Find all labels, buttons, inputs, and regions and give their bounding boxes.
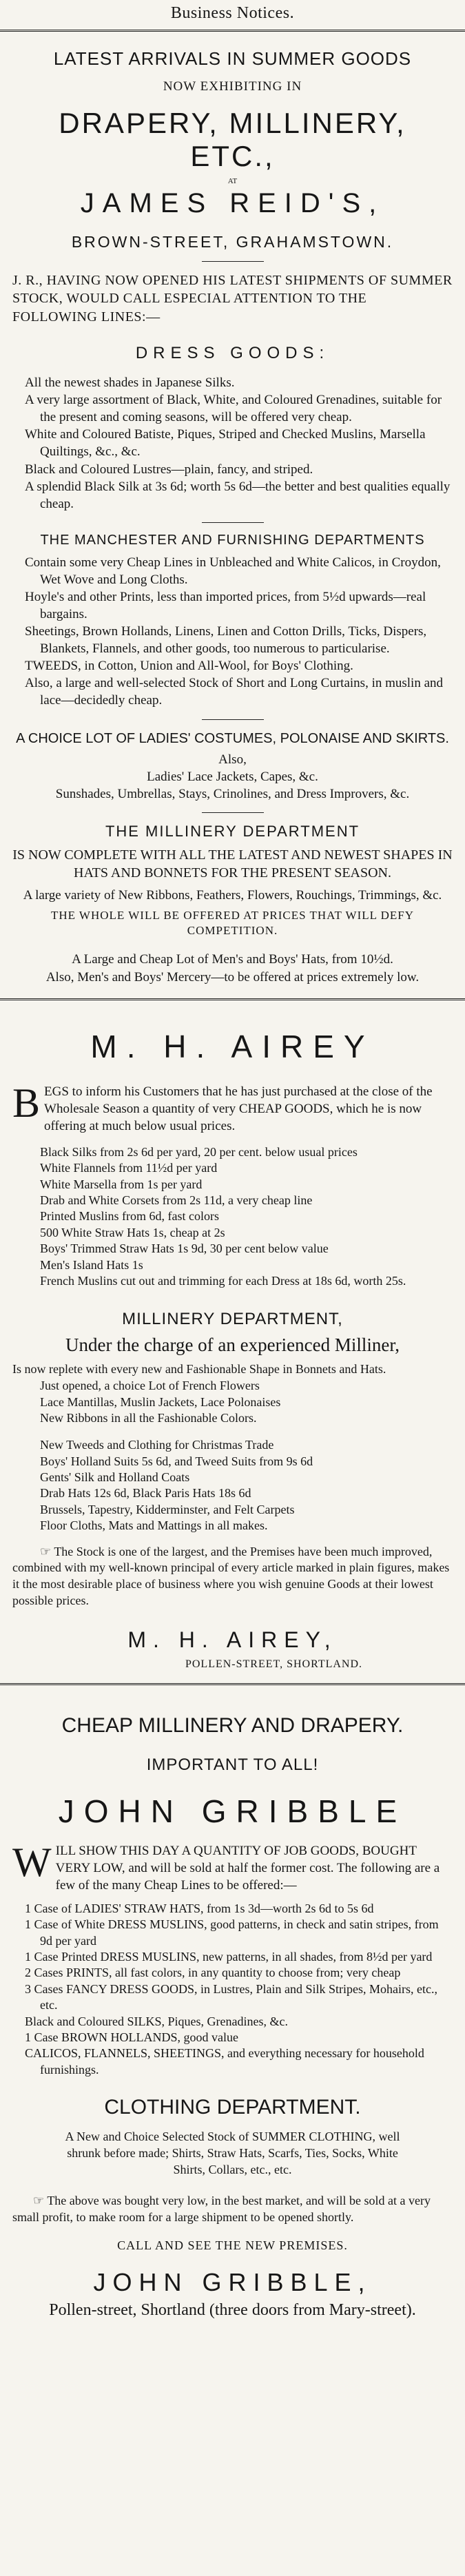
list-item: 1 Case BROWN HOLLANDS, good value xyxy=(25,2030,238,2044)
list-item: Boys' Holland Suits 5s 6d, and Tweed Suits from 9s 6d xyxy=(40,1454,313,1468)
list-item: Also, a large and well-selected Stock of Short and Long Curtains, in muslin and lace—decidedly cheap. xyxy=(25,676,444,708)
gribble-intro-block xyxy=(12,1839,453,1894)
list-item: French Muslins cut out and trimming for each Dress at 18s 6d, worth 25s. xyxy=(40,1273,406,1288)
reid-dress-list xyxy=(12,374,453,513)
list-item: Brussels, Tapestry, Kidderminster, and Felt Carpets xyxy=(40,1502,295,1516)
list-item: 1 Case of LADIES' STRAW HATS, from 1s 3d—worth 2s 6d to 5s 6d xyxy=(25,1901,374,1915)
reid-subline: NOW EXHIBITING IN xyxy=(163,79,302,94)
list-item: A very large assortment of Black, White, and Coloured Grenadines, suitable for the present and coming seasons, will be offered very cheap. xyxy=(25,393,442,425)
list-item: 1 Case of White DRESS MUSLINS, good patterns, in check and satin stripes, from 9d per yard xyxy=(25,1917,439,1948)
pointing-hand-icon: ☞ xyxy=(40,1544,54,1558)
reid-costumes: A CHOICE LOT OF LADIES' COSTUMES, POLONAISE AND SKIRTS. xyxy=(16,730,449,746)
airey-millinery-head: MILLINERY DEPARTMENT, xyxy=(122,1310,343,1329)
list-item: White Flannels from 11½d per yard xyxy=(40,1161,218,1175)
list-item: Black and Coloured Lustres—plain, fancy, and striped. xyxy=(25,462,313,477)
gribble-call: CALL AND SEE THE NEW PREMISES. xyxy=(117,2238,348,2252)
list-item: Floor Cloths, Mats and Mattings in all makes. xyxy=(40,1518,268,1533)
reid-at: AT xyxy=(227,177,238,185)
reid-jackets: Ladies' Lace Jackets, Capes, &c. xyxy=(147,769,318,784)
gribble-intro: ILL SHOW THIS DAY A QUANTITY OF JOB GOODS, BOUGHT VERY LOW, and will be sold at half the former cost. The following are a few of the many Cheap Lines to be offered:— xyxy=(55,1843,440,1893)
airey-sign-addr: POLLEN-STREET, SHORTLAND. xyxy=(185,1658,363,1670)
list-item: Gents' Silk and Holland Coats xyxy=(40,1470,190,1485)
reid-hats: A Large and Cheap Lot of Men's and Boys' Hats, from 10½d. xyxy=(72,952,393,967)
list-item: A splendid Black Silk at 3s 6d; worth 5s 6d—the better and best qualities equally cheap. xyxy=(25,479,451,511)
airey-millinery-items xyxy=(12,1378,453,1426)
gribble-sign-name: JOHN GRIBBLE, xyxy=(93,2267,372,2296)
reid-ribbons: A large variety of New Ribbons, Feathers, Flowers, Rouchings, Trimmings, &c. xyxy=(23,887,442,903)
list-item: 1 Case Printed DRESS MUSLINS, new patterns, in all shades, from 8½d per yard xyxy=(25,1950,433,1964)
reid-whole: THE WHOLE WILL BE OFFERED AT PRICES THAT WILL DEFY COMPETITION. xyxy=(50,908,415,938)
reid-millinery-text: IS NOW COMPLETE WITH ALL THE LATEST AND NEWEST SHAPES IN HATS AND BONNETS FOR THE PRESENT SEASON. xyxy=(12,847,453,881)
airey-clothing-items xyxy=(12,1437,453,1534)
list-item: 2 Cases PRINTS, all fast colors, in any quantity to choose from; very cheap xyxy=(25,1966,401,1980)
gribble-important: IMPORTANT TO ALL! xyxy=(146,1755,319,1774)
reid-manchester-head: THE MANCHESTER AND FURNISHING DEPARTMENTS xyxy=(40,532,425,548)
list-item: New Tweeds and Clothing for Christmas Trade xyxy=(40,1438,274,1452)
airey-name: M. H. AIREY xyxy=(90,1028,375,1064)
reid-trade-title: DRAPERY, MILLINERY, ETC., xyxy=(59,107,406,172)
list-item: 3 Cases FANCY DRESS GOODS, in Lustres, Plain and Silk Stripes, Mohairs, etc., etc. xyxy=(25,1981,438,2012)
reid-mercery: Also, Men's and Boys' Mercery—to be offered at prices extremely low. xyxy=(45,969,420,985)
list-item: Men's Island Hats 1s xyxy=(40,1257,143,1272)
divider xyxy=(202,261,264,262)
section-header: Business Notices. xyxy=(170,4,295,22)
gribble-note-text: The above was bought very low, in the best market, and will be sold at a very small profit, to make room for a large shipment to be opened shortly. xyxy=(12,2194,431,2225)
reid-manchester-list xyxy=(12,554,453,710)
gribble-items xyxy=(12,1901,453,2078)
list-item: Black and Coloured SILKS, Piques, Grenadines, &c. xyxy=(25,2014,288,2028)
list-item: New Ribbons in all the Fashionable Colors. xyxy=(40,1410,257,1425)
gribble-advertisement xyxy=(6,1685,459,2332)
gribble-dropcap: W xyxy=(12,1839,52,1885)
gribble-title: CHEAP MILLINERY AND DRAPERY. xyxy=(61,1713,404,1737)
list-item: Sheetings, Brown Hollands, Linens, Linen and Cotton Drills, Ticks, Dispers, Blankets, Flannels, and other goods, too numerous to particularise. xyxy=(25,624,427,657)
airey-items xyxy=(12,1144,453,1290)
reid-name: JAMES REID'S, xyxy=(80,188,385,218)
airey-advertisement xyxy=(6,1000,459,1683)
divider xyxy=(202,522,264,523)
pointing-hand-icon: ☞ xyxy=(33,2194,48,2208)
reid-millinery-head: THE MILLINERY DEPARTMENT xyxy=(105,822,360,840)
list-item: Drab Hats 12s 6d, Black Paris Hats 18s 6d xyxy=(40,1486,251,1501)
reid-address: BROWN-STREET, GRAHAMSTOWN. xyxy=(71,233,394,251)
gribble-note xyxy=(12,2193,453,2226)
list-item: Just opened, a choice Lot of French Flowers xyxy=(40,1379,260,1393)
list-item: 500 White Straw Hats 1s, cheap at 2s xyxy=(40,1225,225,1239)
airey-intro-block xyxy=(12,1080,453,1135)
airey-closing-text: The Stock is one of the largest, and the Premises have been much improved, combined with my well-known principal of every article marked in plain figures, makes it the most desirable place of business where you wish genuine Goods at their lowest possible prices. xyxy=(12,1544,450,1607)
list-item: All the newest shades in Japanese Silks. xyxy=(25,375,235,391)
list-item: Lace Mantillas, Muslin Jackets, Lace Polonaises xyxy=(40,1394,281,1409)
list-item: Black Silks from 2s 6d per yard, 20 per cent. below usual prices xyxy=(40,1144,358,1159)
airey-dropcap: B xyxy=(12,1080,41,1126)
list-item: Boys' Trimmed Straw Hats 1s 9d, 30 per cent below value xyxy=(40,1241,329,1256)
airey-closing xyxy=(12,1544,453,1609)
reid-sunshades: Sunshades, Umbrellas, Stays, Crinolines, and Dress Improvers, &c. xyxy=(55,786,410,801)
reid-headline: LATEST ARRIVALS IN SUMMER GOODS xyxy=(53,48,412,69)
list-item: CALICOS, FLANNELS, SHEETINGS, and everything necessary for household furnishings. xyxy=(25,2046,424,2077)
list-item: Printed Muslins from 6d, fast colors xyxy=(40,1209,219,1224)
airey-millinery-text: Is now replete with every new and Fashionable Shape in Bonnets and Hats. xyxy=(12,1362,386,1377)
gribble-clothing-head: CLOTHING DEPARTMENT. xyxy=(104,2096,361,2119)
gribble-name: JOHN GRIBBLE xyxy=(58,1793,407,1829)
list-item: White and Coloured Batiste, Piques, Striped and Checked Muslins, Marsella Quiltings, &c., &c. xyxy=(25,427,426,460)
airey-intro: EGS to inform his Customers that he has just purchased at the close of the Wholesale Season a quantity of very CHEAP GOODS, which he is now offering at much below usual prices. xyxy=(44,1084,433,1133)
airey-sign-name: M. H. AIREY, xyxy=(127,1627,338,1652)
list-item: Drab and White Corsets from 2s 11d, a very cheap line xyxy=(40,1193,313,1208)
list-item: Hoyle's and other Prints, less than imported prices, from 5½d upwards—real bargains. xyxy=(25,589,426,622)
list-item: Contain some very Cheap Lines in Unbleached and White Calicos, in Croydon, Wet Wove and Long Cloths. xyxy=(25,555,441,587)
reid-dress-head: DRESS GOODS: xyxy=(135,344,330,363)
divider xyxy=(202,812,264,813)
list-item: White Marsella from 1s per yard xyxy=(40,1177,203,1191)
list-item: TWEEDS, in Cotton, Union and All-Wool, for Boys' Clothing. xyxy=(25,659,353,674)
reid-intro: J. R., HAVING NOW OPENED HIS LATEST SHIPMENTS OF SUMMER STOCK, WOULD CALL ESPECIAL ATTENTION TO THE FOLLOWING LINES:— xyxy=(12,273,453,324)
gribble-clothing-text: A New and Choice Selected Stock of SUMMER CLOTHING, well shrunk before made; Shirts, Straw Hats, Scarfs, Ties, Socks, White Shirts, Collars, etc., etc. xyxy=(65,2130,400,2176)
reid-also: Also, xyxy=(218,752,247,767)
james-reid-advertisement xyxy=(6,32,459,998)
gribble-sign-addr: Pollen-street, Shortland (three doors from Mary-street). xyxy=(49,2300,416,2319)
airey-millinery-sub: Under the charge of an experienced Milliner, xyxy=(65,1335,400,1356)
divider xyxy=(202,719,264,720)
